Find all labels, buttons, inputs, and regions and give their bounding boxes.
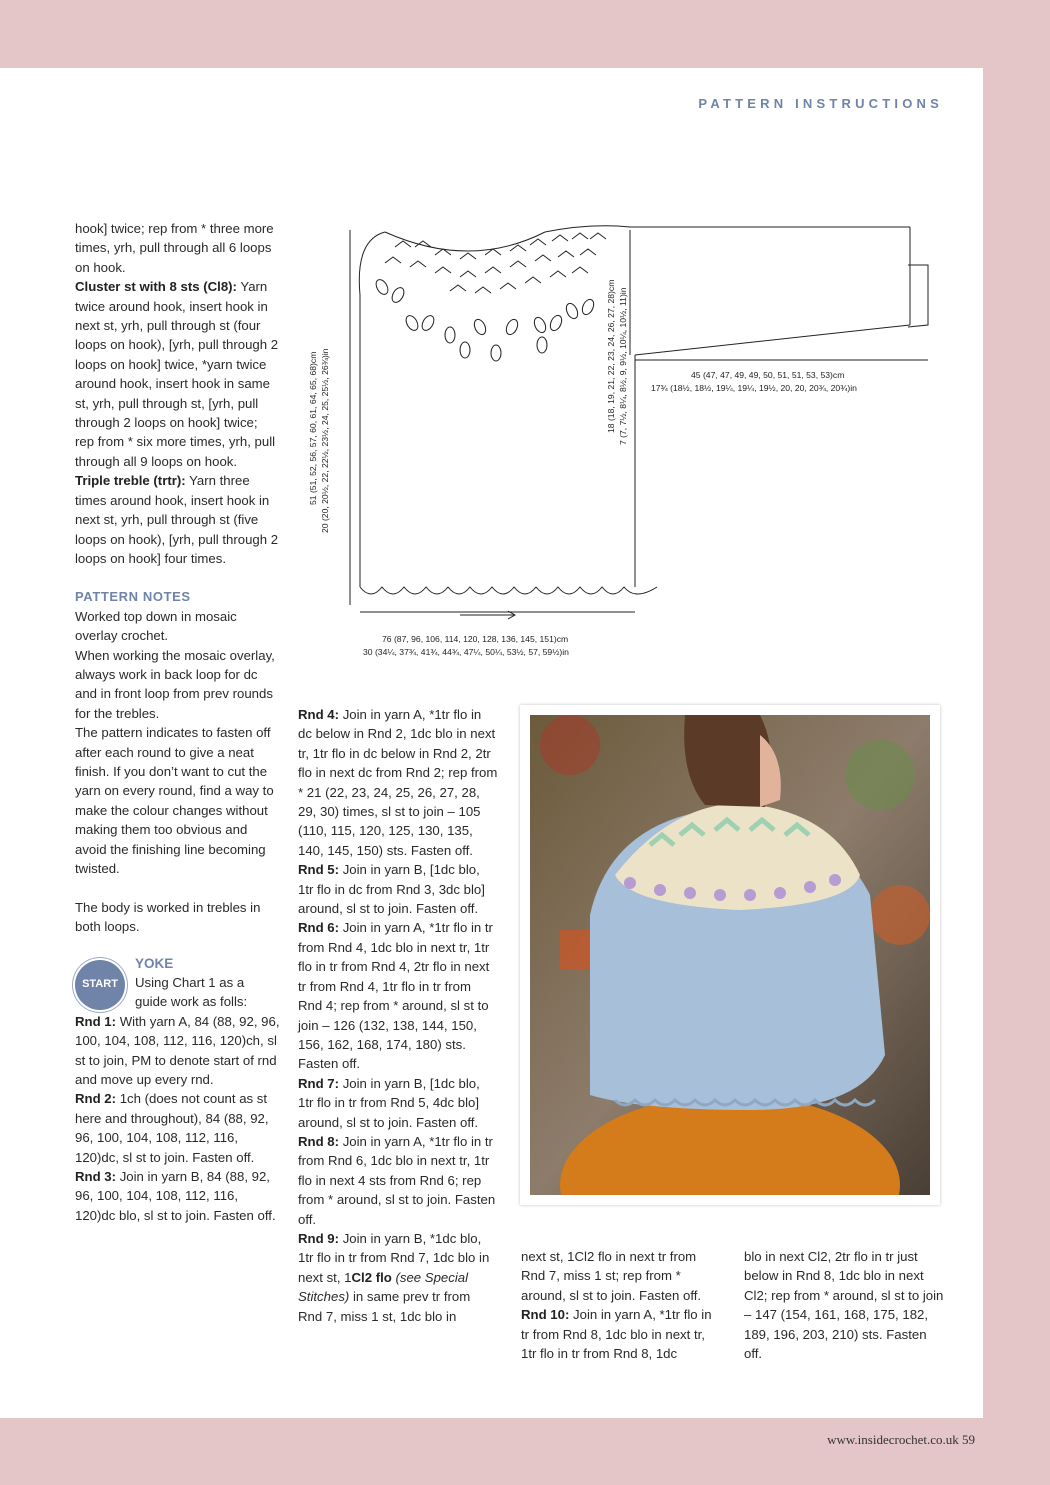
round-label: Rnd 1: — [75, 1013, 117, 1029]
round-label: Rnd 9: — [298, 1230, 340, 1246]
round-instruction — [298, 705, 498, 860]
note: When working the mosaic overlay, always work in back loop for dc and in front loop from prev rounds for the trebles. — [75, 647, 275, 721]
round-label: Rnd 3: — [75, 1169, 117, 1185]
stitch-text: Yarn three times around hook, insert hook in next st, yrh, pull through st (five loops on hook), [yrh, pull through 2 loops on hook] four times. — [75, 473, 279, 566]
length-cm: 51 (51, 52, 56, 57, 60, 61, 64, 65, 68)cm — [308, 351, 318, 505]
round-text: Join in yarn A, *1tr flo in tr from Rnd 6, 1dc blo in next tr, 1tr flo in next 4 sts from Rnd 6; rep from * around, sl st to join. Fasten off. — [298, 1133, 496, 1227]
round-text: in same prev tr from Rnd 7, miss 1 st, 1dc blo in — [298, 1289, 471, 1324]
round-text: Join in yarn B, 84 (88, 92, 96, 100, 104, 108, 112, 116, 120)dc blo, sl st to join. Fasten off. — [75, 1169, 276, 1223]
sleeve-underarm — [635, 325, 910, 355]
shoulder-line — [545, 226, 910, 232]
note: The body is worked in trebles in both loops. — [75, 899, 261, 935]
text-column-4 — [744, 1247, 944, 1363]
round-text: Join in yarn B, *1dc blo, 1tr flo in tr from Rnd 7, 1dc blo in next st, 1 — [298, 1230, 490, 1285]
left-sleeve-edge — [359, 232, 385, 460]
text-column-3 — [521, 1247, 721, 1363]
round-label: Rnd 8: — [298, 1133, 340, 1149]
round-label: Rnd 4: — [298, 707, 340, 722]
yoke-section — [75, 954, 280, 1012]
paragraph: next st, 1Cl2 flo in next tr from Rnd 7, miss 1 st; rep from * around, sl st to join. Fasten off. — [521, 1249, 702, 1303]
stitch-definition-trtr — [75, 471, 280, 568]
round-instruction — [298, 1229, 498, 1326]
sleeve-cuff — [908, 265, 928, 327]
photo-illustration — [530, 715, 930, 1195]
round-instruction — [298, 860, 498, 918]
paragraph: hook] twice; rep from * three more times, yrh, pull through all 6 loops on hook. — [75, 221, 274, 275]
stitch-label: Cluster st with 8 sts (Cl8): — [75, 279, 237, 295]
scalloped-hem — [360, 587, 657, 594]
sleeve-in: 17¾ (18½, 18½, 19¼, 19¼, 19½, 20, 20, 20¾, 20¾)in — [651, 383, 857, 393]
note: The pattern indicates to fasten off after each round to give a neat finish. If you don’t want to cut the yarn on every round, find a way to make the colour changes without making them too obvious and avoid the finishing line becoming twisted. — [75, 725, 274, 876]
round-instruction — [298, 918, 498, 1073]
round-instruction — [298, 1074, 498, 1132]
round-text: Join in yarn A, *1tr flo in tr from Rnd 4, 1dc blo in next tr, 1tr flo in tr from Rnd 4, 2tr flo in next tr from Rnd 4, 1tr flo in tr from Rnd 4; rep from * around, sl st to join – 126 (132, 138, 144, 150, 156, 162, 168, 174, 180) sts. Fasten off. — [298, 920, 493, 1072]
stitch-definition-cl8 — [75, 277, 280, 471]
round-instruction — [298, 1132, 498, 1229]
armhole-in: 7 (7, 7½, 8¼, 8½, 9, 9½, 10¼, 10½, 11)in — [618, 287, 628, 445]
sweater-photo — [520, 705, 940, 1205]
section-title: PATTERN INSTRUCTIONS — [698, 96, 943, 111]
round-instruction — [75, 1089, 280, 1167]
cross-reference: (see Special Stitches) — [298, 1269, 469, 1305]
round-label: Rnd 10: — [521, 1307, 570, 1323]
yoke-chevrons-row-2 — [385, 249, 596, 277]
website-url: www.insidecrochet.co.uk — [827, 1432, 959, 1447]
round-instruction — [521, 1305, 721, 1363]
round-instruction — [75, 1167, 280, 1225]
armhole-cm: 18 (18, 19, 21, 22, 23, 24, 26, 27, 28)cm — [606, 279, 616, 433]
sleeve-cm: 45 (47, 47, 49, 49, 50, 51, 51, 53, 53)cm — [691, 370, 845, 380]
yoke-chevrons-row-3 — [450, 267, 588, 293]
round-text: Join in yarn B, [1dc blo, 1tr flo in tr from Rnd 5, 4dc blo] around, sl st to join. Fasten off. — [298, 1075, 480, 1130]
page-number: 59 — [962, 1432, 975, 1447]
sweater-schematic — [300, 215, 950, 665]
text-column-2 — [298, 705, 498, 1326]
chest-cm: 76 (87, 96, 106, 114, 120, 128, 136, 145, 151)cm — [382, 634, 569, 644]
length-in: 20 (20, 20½, 22, 22½, 23½, 24, 25, 25½, 26¾)in — [320, 348, 330, 533]
neckline — [385, 232, 545, 251]
round-label: Rnd 5: — [298, 862, 340, 878]
yoke-intro: Using Chart 1 as a guide work as folls: — [135, 975, 248, 1010]
round-text: Join in yarn A, *1tr flo in dc below in Rnd 2, 1dc blo in next tr, 1tr flo in dc below in Rnd 2, 2tr flo in next dc from Rnd 2; rep from * 21 (22, 23, 24, 25, 26, 27, 28, 29, 30) times, sl st to join – 105 (110, 115, 120, 125, 130, 135, 140, 145, 150) sts. Fasten off. — [298, 707, 498, 858]
footer — [700, 1432, 975, 1448]
round-instruction — [75, 1012, 280, 1090]
chest-in: 30 (34¼, 37¾, 41¾, 44¾, 47¼, 50¼, 53½, 57, 59½)in — [363, 647, 569, 657]
text-column-1 — [75, 219, 280, 1225]
round-label: Rnd 6: — [298, 920, 340, 936]
stitch-text: Yarn twice around hook, insert hook in next st, yrh, pull through st (four loops on hook), [yrh, pull through 2 loops on hook] twice, *yarn twice around hook, insert hook in same st, yrh, pull through st, [yrh, pull through 2 loops on hook] twice; rep from * six more times, yrh, pull through all 9 loops on hook. — [75, 279, 279, 469]
round-text: 1ch (does not count as st here and throughout), 84 (88, 92, 96, 100, 104, 108, 112, 116, 120)dc, sl st to join. Fasten off. — [75, 1091, 269, 1165]
round-text: Join in yarn A, *1tr flo in tr from Rnd 8, 1dc blo in next tr, 1tr flo in tr from Rnd 8, 1dc — [521, 1307, 712, 1362]
round-label: Rnd 2: — [75, 1091, 117, 1107]
stitch-ref: Cl2 flo — [351, 1269, 392, 1285]
note: Worked top down in mosaic overlay crochet. — [75, 608, 237, 644]
paragraph: blo in next Cl2, 2tr flo in tr just below in Rnd 8, 1dc blo in next Cl2; rep from * around, sl st to join – 147 (154, 161, 168, 175, 182, 189, 196, 203, 210) sts. Fasten off. — [744, 1249, 944, 1362]
round-text: Join in yarn B, [1dc blo, 1tr flo in dc from Rnd 3, 3dc blo] around, sl st to join. Fasten off. — [298, 862, 485, 917]
stitch-label: Triple treble (trtr): — [75, 473, 186, 489]
pattern-notes-heading: PATTERN NOTES — [75, 589, 191, 605]
round-label: Rnd 7: — [298, 1075, 340, 1091]
yoke-heading: YOKE — [135, 955, 174, 971]
round-text: With yarn A, 84 (88, 92, 96, 100, 104, 108, 112, 116, 120)ch, sl st to join, PM to denote start of rnd and move up every rnd. — [75, 1013, 280, 1088]
start-badge: START — [75, 960, 125, 1010]
